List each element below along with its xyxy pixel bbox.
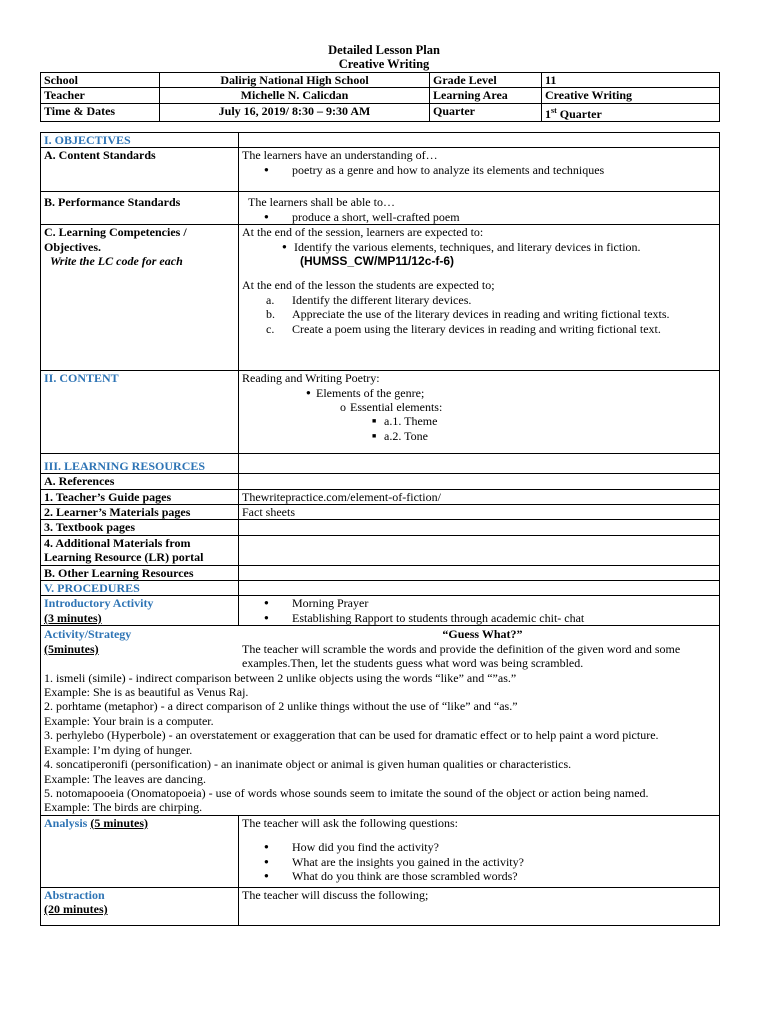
teachers-guide-row	[41, 489, 720, 504]
objectives-heading: I. OBJECTIVES	[41, 133, 239, 148]
activity-line: Example: I’m dying of hunger.	[44, 742, 193, 757]
activity-line: 2. porhtame (metaphor) - a direct comparison of 2 unlike things without the use of “like” and “as.”	[44, 699, 518, 714]
content-standards-row	[41, 148, 720, 192]
activity-line: 1. ismeli (simile) - indirect comparison between 2 unlike objects using the words “like” and “”as.”	[44, 670, 517, 685]
content-line: ■ a.2. Tone	[242, 429, 716, 443]
teacher-label: Teacher	[41, 88, 160, 103]
content-row	[41, 371, 720, 454]
lesson-item: c. Create a poem using the literary devices in reading and writing fictional text.	[266, 321, 661, 336]
introductory-item: ● Morning Prayer	[242, 596, 716, 610]
objectives-heading-row	[41, 133, 720, 148]
document-title: Detailed Lesson Plan	[328, 43, 440, 57]
resources-heading: III. LEARNING RESOURCES	[41, 454, 239, 474]
header-row-teacher	[41, 88, 720, 103]
competencies-bullet: ● Identify the various elements, techniques, and literary devices in fiction.	[242, 240, 716, 254]
competencies-label-cell	[41, 225, 239, 371]
performance-standards-row	[41, 192, 720, 225]
analysis-question: ● What do you think are those scrambled words?	[242, 869, 716, 883]
analysis-intro: The teacher will ask the following questions:	[242, 815, 458, 830]
resources-heading-row	[41, 454, 720, 474]
activity-line: Example: Your brain is a computer.	[44, 713, 214, 728]
teacher-value: Michelle N. Calicdan	[160, 88, 430, 103]
content-line: Reading and Writing Poetry:	[242, 371, 380, 386]
analysis-label-cell	[41, 815, 239, 887]
activity-line: Example: She is as beautiful as Venus Raj.	[44, 685, 249, 700]
activity-body	[44, 642, 714, 671]
analysis-row	[41, 815, 720, 887]
activity-line: Example: The birds are chirping.	[44, 800, 203, 815]
analysis-question: ● What are the insights you gained in the activity?	[242, 855, 716, 869]
content-standards-cell	[239, 148, 720, 192]
content-standards-label: A. Content Standards	[41, 148, 239, 192]
teachers-guide-label: 1. Teacher’s Guide pages	[41, 489, 239, 504]
additional-materials-label: 4. Additional Materials from Learning Resource (LR) portal	[41, 535, 239, 565]
activity-line: 5. notomapooeia (Onomatopoeia) - use of words whose sounds seem to imitate the sound of the object or action being named.	[44, 785, 649, 800]
competencies-label: C. Learning Competencies / Objectives.	[44, 225, 187, 254]
learners-materials-value: Fact sheets	[239, 505, 720, 520]
lesson-table	[40, 132, 720, 926]
lesson-item: b. Appreciate the use of the literary devices in reading and writing fictional texts.	[266, 307, 670, 322]
performance-intro: The learners shall be able to…	[248, 195, 395, 210]
introductory-label-cell	[41, 596, 239, 626]
activity-cell	[41, 626, 720, 815]
grade-value: 11	[542, 73, 720, 88]
teachers-guide-value: Thewritepractice.com/element-of-fiction/	[239, 489, 720, 504]
competencies-row	[41, 225, 720, 371]
quarter-value: 1st Quarter	[542, 103, 720, 121]
content-line: ■ a.1. Theme	[242, 414, 716, 428]
competencies-code: (HUMSS_CW/MP11/12c-f-6)	[300, 254, 455, 269]
content-line: o Essential elements:	[242, 400, 716, 414]
abstraction-text: The teacher will discuss the following;	[239, 887, 720, 925]
area-value: Creative Writing	[542, 88, 720, 103]
references-row	[41, 474, 720, 489]
activity-line: Example: The leaves are dancing.	[44, 771, 207, 786]
introductory-cell	[239, 596, 720, 626]
analysis-question: ● How did you find the activity?	[242, 840, 716, 854]
content-cell	[239, 371, 720, 454]
quarter-label: Quarter	[430, 103, 542, 121]
learners-materials-row	[41, 505, 720, 520]
textbook-label: 3. Textbook pages	[41, 520, 239, 535]
performance-standards-cell	[239, 192, 720, 225]
school-value: Dalirig National High School	[160, 73, 430, 88]
time-label: Time & Dates	[41, 103, 160, 121]
activity-line: 3. perhylebo (Hyperbole) - an overstatement or exaggeration that can be used for dramatic effect or to help paint a word picture.	[44, 728, 659, 743]
time-value: July 16, 2019/ 8:30 – 9:30 AM	[160, 103, 430, 121]
analysis-label: Analysis	[44, 815, 88, 830]
activity-body-full	[44, 671, 709, 815]
activity-title: “Guess What?”	[442, 627, 523, 642]
content-standards-intro: The learners have an understanding of…	[242, 148, 438, 163]
lesson-intro: At the end of the lesson the students are expected to;	[242, 278, 495, 293]
content-line: ● Elements of the genre;	[242, 386, 716, 400]
lesson-item: a. Identify the different literary devices.	[266, 292, 472, 307]
additional-materials-row	[41, 535, 720, 565]
procedures-heading-row	[41, 581, 720, 596]
introductory-time: (3 minutes)	[44, 610, 102, 625]
content-standards-bullet: ● poetry as a genre and how to analyze its elements and techniques	[242, 163, 716, 177]
abstraction-time: (20 minutes)	[44, 902, 108, 917]
area-label: Learning Area	[430, 88, 542, 103]
analysis-cell	[239, 815, 720, 887]
activity-line: The teacher will scramble the words and provide the definition of the given word and some examples.Then, let the students guess what word was being scrambled.	[242, 641, 681, 671]
abstraction-label: Abstraction	[44, 887, 105, 902]
content-heading: II. CONTENT	[41, 371, 239, 454]
activity-row	[41, 626, 720, 815]
learners-materials-label: 2. Learner’s Materials pages	[41, 505, 239, 520]
header-row-time	[41, 103, 720, 121]
document-subtitle: Creative Writing	[338, 57, 430, 71]
header-table	[40, 72, 720, 122]
competencies-note: Write the LC code for each	[50, 254, 183, 269]
other-resources-row	[41, 565, 720, 580]
references-label: A. References	[41, 474, 239, 489]
performance-standards-label: B. Performance Standards	[41, 192, 239, 225]
competencies-cell	[239, 225, 720, 371]
introductory-label: Introductory Activity	[44, 596, 154, 611]
introductory-row	[41, 596, 720, 626]
activity-label: Activity/Strategy	[44, 627, 132, 642]
activity-time: (5minutes)	[44, 641, 99, 656]
activity-line: 4. soncatiperonifi (personification) - an inanimate object or animal is given human qualities or characteristics.	[44, 757, 572, 772]
analysis-time: (5 minutes)	[90, 815, 149, 830]
introductory-item: ● Establishing Rapport to students through academic chit- chat	[242, 611, 716, 625]
header-row-school	[41, 73, 720, 88]
procedures-heading: V. PROCEDURES	[41, 581, 239, 596]
other-resources-label: B. Other Learning Resources	[41, 565, 239, 580]
abstraction-label-cell	[41, 887, 239, 925]
textbook-row	[41, 520, 720, 535]
grade-label: Grade Level	[430, 73, 542, 88]
competencies-intro: At the end of the session, learners are expected to:	[242, 225, 484, 240]
performance-bullet: ● produce a short, well-crafted poem	[242, 210, 716, 224]
school-label: School	[41, 73, 160, 88]
abstraction-row	[41, 887, 720, 925]
